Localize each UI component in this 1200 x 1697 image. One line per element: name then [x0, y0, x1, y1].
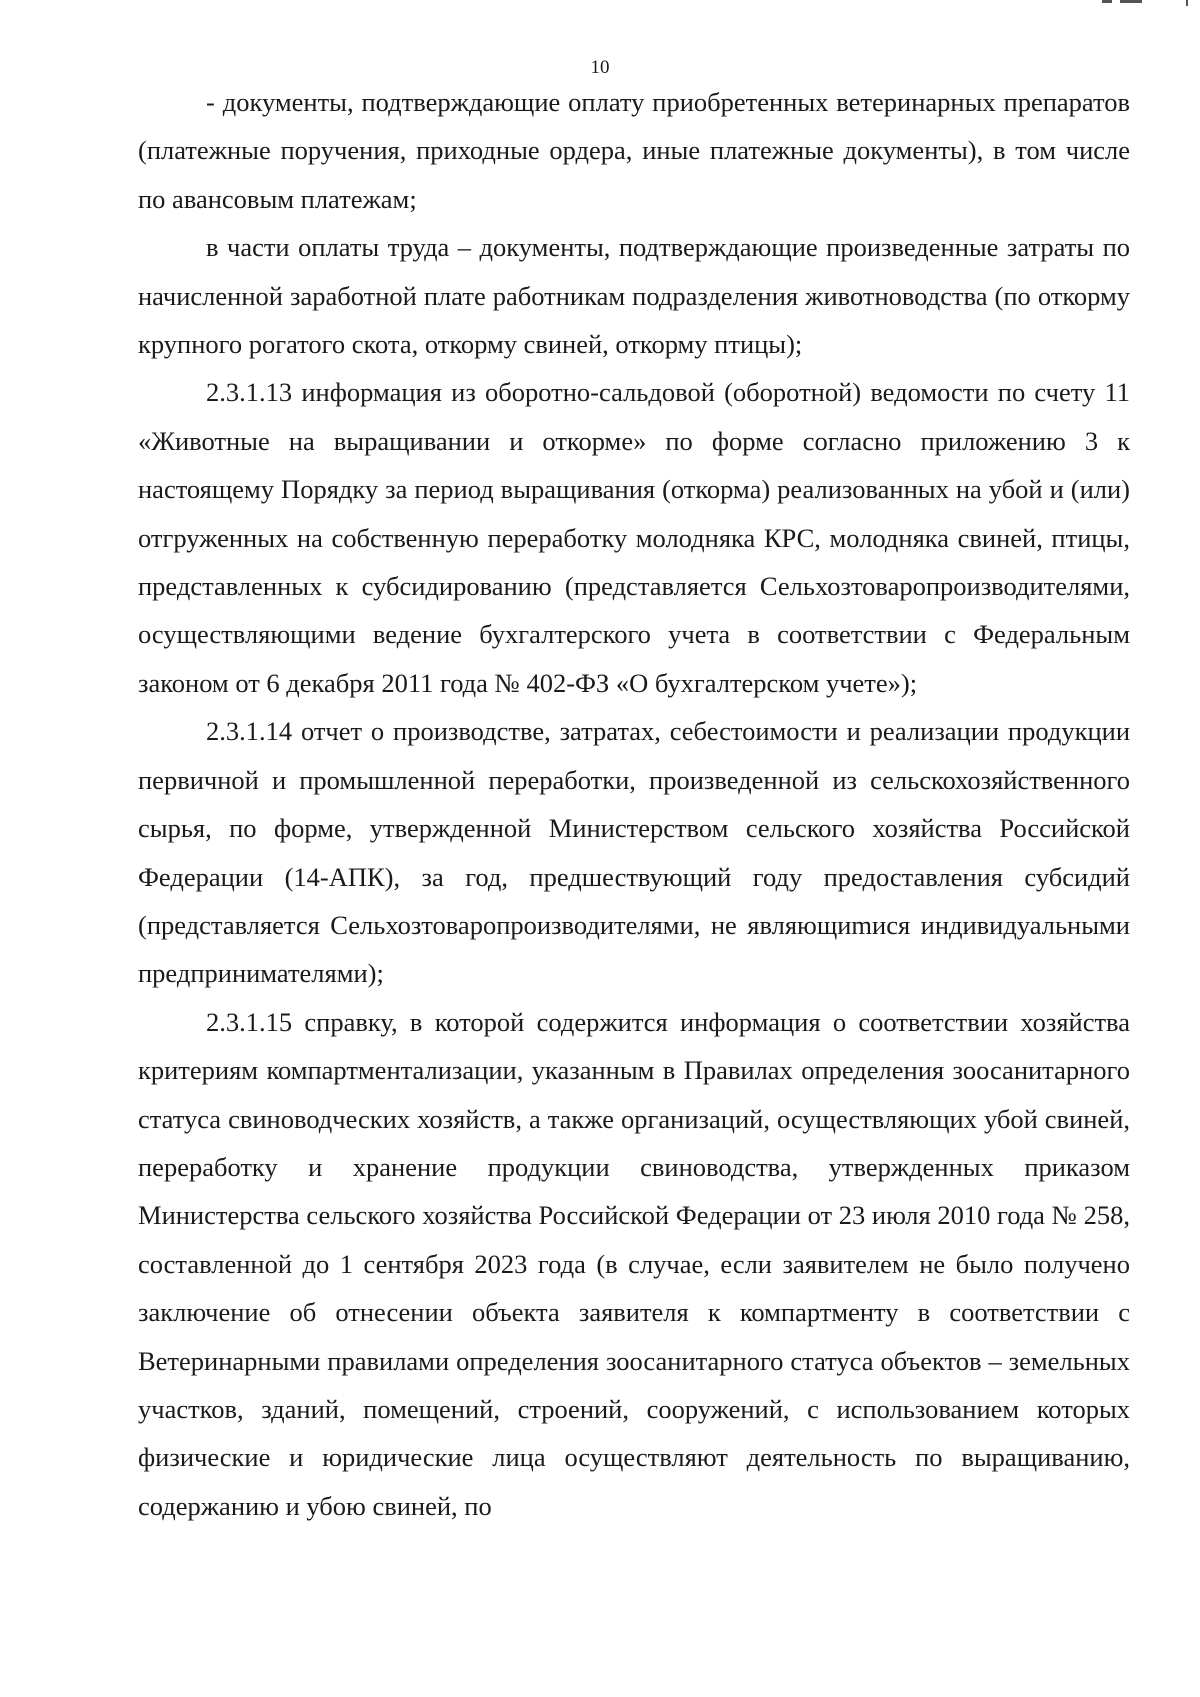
page-number: 10: [590, 57, 610, 78]
paragraph-2-3-1-13: 2.3.1.13 информация из оборотно-сальдовой (оборотной) ведомости по счету 11 «Животные на выращивании и откорме» по форме согласно приложению 3 к настоящему Порядку за период выращивания (откорма) реализованных на убой и (или) отгруженных на собственную переработку молодняка КРС, молодняка свиней, птицы, представленных к субсидированию (представляется Сельхозтоваропроизводителями, осуществляющими ведение бухгалтерского учета в соответствии с Федеральным законом от 6 декабря 2011 года № 402-ФЗ «О бухгалтерском учете»);: [138, 377, 1130, 698]
paragraph-2-3-1-14: 2.3.1.14 отчет о производстве, затратах, себестоимости и реализации продукции первичной и промышленной переработки, произведенной из сельскохозяйственного сырья, по форме, утвержденной Министерством сельского хозяйства Российской Федерации (14-АПК), за год, предшествующий году предоставления субсидий (представляется Сельхозтоваропроизводителями, не являющиmися индивидуальными предпринимателями);: [138, 716, 1130, 989]
paragraph-labor-costs: в части оплаты труда – документы, подтверждающие произведенные затраты по начисленной заработной плате работникам подразделения животноводства (по откорму крупного рогатого скота, откорму свиней, откорму птицы);: [138, 232, 1130, 360]
paragraph-2-3-1-15: 2.3.1.15 справку, в которой содержится информация о соответствии хозяйства критериям компартментализации, указанным в Правилах определения зоосанитарного статуса свиноводческих хозяйств, а также организаций, осуществляющих убой свиней, переработку и хранение продукции свиноводства, утвержденных приказом Министерства сельского хозяйства Российской Федерации от 23 июля 2010 года № 258, составленной до 1 сентября 2023 года (в случае, если заявителем не было получено заключение об отнесении объекта заявителя к компартменту в соответствии с Ветеринарными правилами определения зоосанитарного статуса объектов – земельных участков, зданий, помещений, строений, сооружений, с использованием которых физические и юридические лица осуществляют деятельность по выращиванию, содержанию и убою свиней, по: [138, 1006, 1130, 1521]
paragraph-payment-documents: - документы, подтверждающие оплату приобретенных ветеринарных препаратов (платежные поручения, приходные ордера, иные платежные документы), в том числе по авансовым платежам;: [138, 87, 1130, 214]
scan-edge-mark: [1062, 0, 1192, 6]
document-body: [138, 78, 1130, 1530]
